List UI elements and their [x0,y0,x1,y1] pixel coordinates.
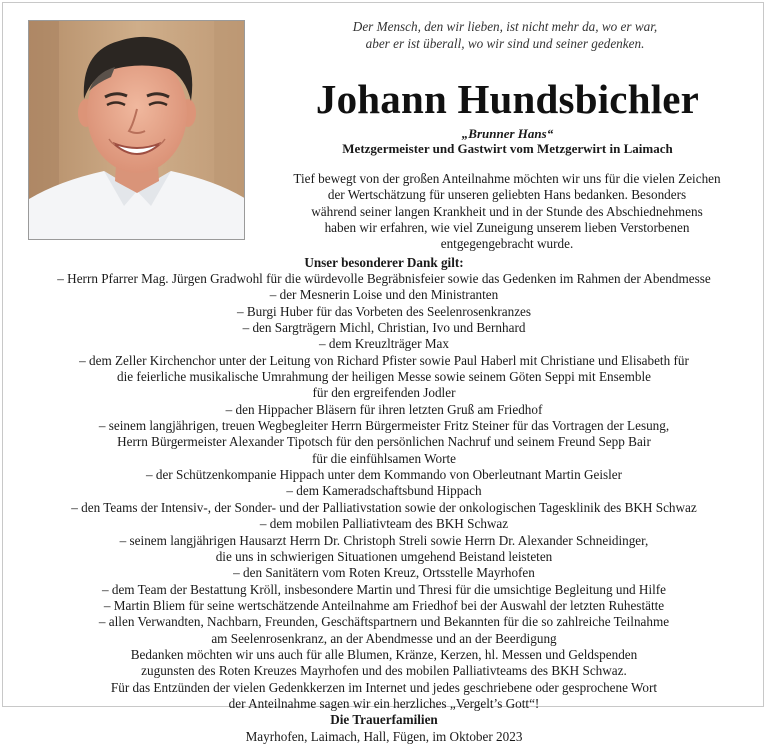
thanks-line: – Martin Bliem für seine wertschätzende Anteilnahme am Friedhof bei der Auswahl der letzten Ruhestätte [103,597,665,613]
thanks-line: der Anteilnahme sagen wir ein herzliches „Vergelt’s Gott“! [228,695,540,711]
thanks-line: – den Hippacher Bläsern für ihren letzten Gruß am Friedhof [225,401,543,417]
intro-line: haben wir erfahren, wie viel Zuneigung unserem lieben Verstorbenen [324,219,690,235]
thanks-line: für die einfühlsamen Worte [311,450,457,466]
quote-line: Der Mensch, den wir lieben, ist nicht mehr da, wo er war, [352,19,658,34]
thanks-line: Bedanken möchten wir uns auch für alle Blumen, Kränze, Kerzen, hl. Messen und Geldspenden [130,646,638,662]
thanks-line: – seinem langjährigen, treuen Wegbegleiter Herrn Bürgermeister Fritz Steiner für das Vortragen der Lesung, [98,418,670,434]
thanks-line: die feierliche musikalische Umrahmung der heiligen Messe sowie seinem Göten Seppi mit Ensemble [117,369,651,385]
thanks-line: Für das Entzünden der vielen Gedenkkerzen im Internet und jedes geschriebene oder gesprochene Wort [110,679,658,695]
thanks-list [0,271,768,745]
thanks-heading: Unser besonderer Dank gilt: [304,255,464,270]
intro-line: der Wertschätzung für unseren geliebten Hans bedanken. Besonders [327,187,687,203]
nickname: „Brunner Hans“ [461,126,554,141]
thanks-line: – dem Team der Bestattung Kröll, insbesondere Martin und Thresi für die umsichtige Begleitung und Hilfe [101,581,667,597]
deceased-name: Johann Hundsbichler [315,76,700,122]
thanks-line: – den Sanitätern vom Roten Kreuz, Ortsstelle Mayrhofen [233,565,535,581]
thanks-line: – seinem langjährigen Hausarzt Herrn Dr. Christoph Streli sowie Herrn Dr. Alexander Schneidinger, [119,532,649,548]
thanks-line: – der Mesnerin Loise und den Ministranten [269,287,499,303]
intro-paragraph [262,171,752,252]
thanks-line: die uns in schwierigen Situationen umgehend Beistand leisteten [215,548,553,564]
thanks-line: – dem Kameradschaftsbund Hippach [286,483,482,499]
thanks-line: – Burgi Huber für das Vorbeten des Seelenrosenkranzes [236,303,532,319]
thanks-line: – Herrn Pfarrer Mag. Jürgen Gradwohl für die würdevolle Begräbnisfeier sowie das Gedenken im Rahmen der Abendmesse [57,271,711,286]
intro-line: während seiner langen Krankheit und in der Stunde des Abschiednehmens [311,203,703,219]
signature: Die Trauerfamilien [330,712,438,728]
thanks-line: – dem mobilen Palliativteam des BKH Schwaz [259,516,509,532]
intro-line: Tief bewegt von der großen Anteilnahme möchten wir uns für die vielen Zeichen [293,171,721,186]
thanks-line: – dem Kreuzlträger Max [319,336,449,352]
thanks-line: für den ergreifenden Jodler [312,385,456,401]
thanks-line: – dem Zeller Kirchenchor unter der Leitung von Richard Pfister sowie Paul Haberl mit Christiane und Elisabeth für [79,352,689,368]
place-date: Mayrhofen, Laimach, Hall, Fügen, im Oktober 2023 [245,728,523,744]
profession: Metzgermeister und Gastwirt vom Metzgerwirt in Laimach [342,141,673,156]
portrait-photo [28,20,245,240]
thanks-line: zugunsten des Roten Kreuzes Mayrhofen und des mobilen Palliativteams des BKH Schwaz. [141,663,627,679]
thanks-line: – der Schützenkompanie Hippach unter dem Kommando von Oberleutnant Martin Geisler [145,467,623,483]
intro-line: entgegengebracht wurde. [440,236,574,252]
thanks-line: – den Sargträgern Michl, Christian, Ivo und Bernhard [242,320,526,336]
thanks-line: Herrn Bürgermeister Alexander Tipotsch für den persönlichen Nachruf und seinem Freund Sepp Bair [117,434,651,450]
thanks-line: – den Teams der Intensiv-, der Sonder- und der Palliativstation sowie der onkologischen Tagesklinik des BKH Schwaz [71,499,697,515]
thanks-line: – allen Verwandten, Nachbarn, Freunden, Geschäftspartnern und Bekannten für die so zahlreiche Teilnahme [98,614,670,630]
quote-line: aber er ist überall, wo wir sind und seiner gedenken. [365,36,645,51]
memorial-quote [260,18,750,52]
thanks-line: am Seelenrosenkranz, an der Abendmesse und an der Beerdigung [211,630,557,646]
